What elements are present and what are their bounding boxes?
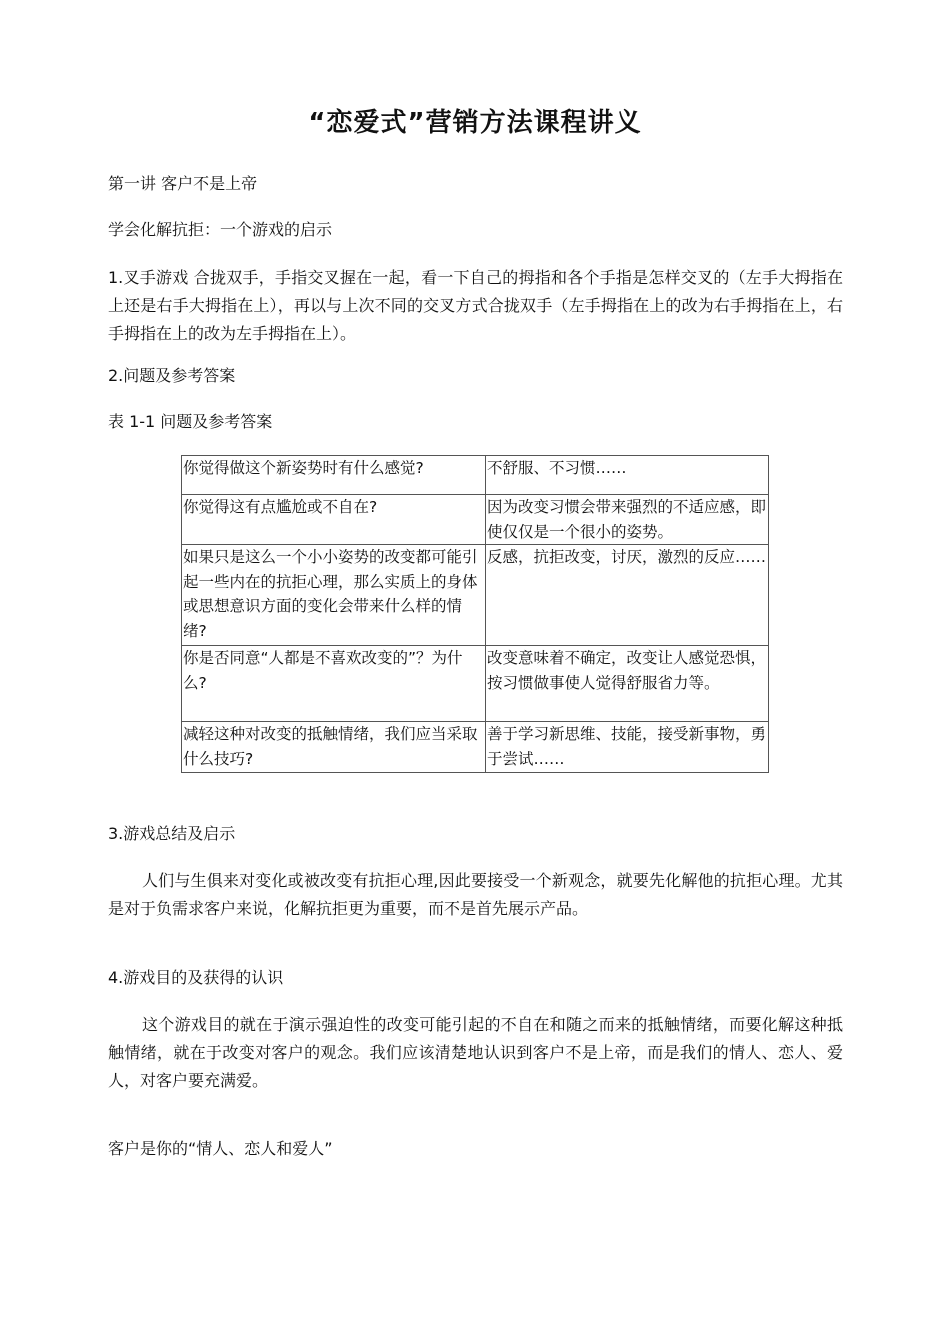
item-1-paragraph: 1.叉手游戏 合拢双手，手指交叉握在一起，看一下自己的拇指和各个手指是怎样交叉的（左手大拇指在上还是右手大拇指在上），再以与上次不同的交叉方式合拢双手（左手拇指在上的改为右手拇指在上，右手拇指在上的改为左手拇指在上）。 xyxy=(108,268,843,343)
table-row xyxy=(182,545,769,646)
table-row xyxy=(182,456,769,495)
item-3-heading: 3.游戏总结及启示 xyxy=(108,824,236,843)
question-cell: 你觉得这有点尴尬或不自在? xyxy=(182,495,486,545)
item-2-heading: 2.问题及参考答案 xyxy=(108,366,236,385)
table-row xyxy=(182,722,769,773)
question-cell: 你是否同意“人都是不喜欢改变的”？为什么? xyxy=(182,646,486,722)
question-cell: 减轻这种对改变的抵触情绪，我们应当采取什么技巧? xyxy=(182,722,486,773)
item-4-heading: 4.游戏目的及获得的认识 xyxy=(108,968,284,987)
closing-heading: 客户是你的“情人、恋人和爱人” xyxy=(108,1139,333,1158)
qa-table xyxy=(181,455,769,773)
answer-cell: 反感，抗拒改变，讨厌，激烈的反应…… xyxy=(486,545,769,646)
item-3-paragraph: 人们与生俱来对变化或被改变有抗拒心理,因此要接受一个新观念，就要先化解他的抗拒心理。尤其是对于负需求客户来说，化解抗拒更为重要，而不是首先展示产品。 xyxy=(108,871,843,918)
answer-cell: 善于学习新思维、技能，接受新事物，勇于尝试…… xyxy=(486,722,769,773)
table-caption: 表 1-1 问题及参考答案 xyxy=(108,412,273,431)
item-4-paragraph: 这个游戏目的就在于演示强迫性的改变可能引起的不自在和随之而来的抵触情绪，而要化解这种抵触情绪，就在于改变对客户的观念。我们应该清楚地认识到客户不是上帝，而是我们的情人、恋人、爱人，对客户要充满爱。 xyxy=(108,1015,843,1090)
section-subtitle: 学会化解抗拒：一个游戏的启示 xyxy=(108,220,333,239)
question-cell: 如果只是这么一个小小姿势的改变都可能引起一些内在的抗拒心理，那么实质上的身体或思想意识方面的变化会带来什么样的情绪? xyxy=(182,545,486,646)
question-cell: 你觉得做这个新姿势时有什么感觉? xyxy=(182,456,486,495)
answer-cell: 改变意味着不确定，改变让人感觉恐惧，按习惯做事使人觉得舒服省力等。 xyxy=(486,646,769,722)
table-row xyxy=(182,646,769,722)
document-title: “恋爱式”营销方法课程讲义 xyxy=(308,108,642,138)
lecture-heading: 第一讲 客户不是上帝 xyxy=(108,174,258,193)
answer-cell: 因为改变习惯会带来强烈的不适应感，即使仅仅是一个很小的姿势。 xyxy=(486,495,769,545)
table-row xyxy=(182,495,769,545)
answer-cell: 不舒服、不习惯…… xyxy=(486,456,769,495)
